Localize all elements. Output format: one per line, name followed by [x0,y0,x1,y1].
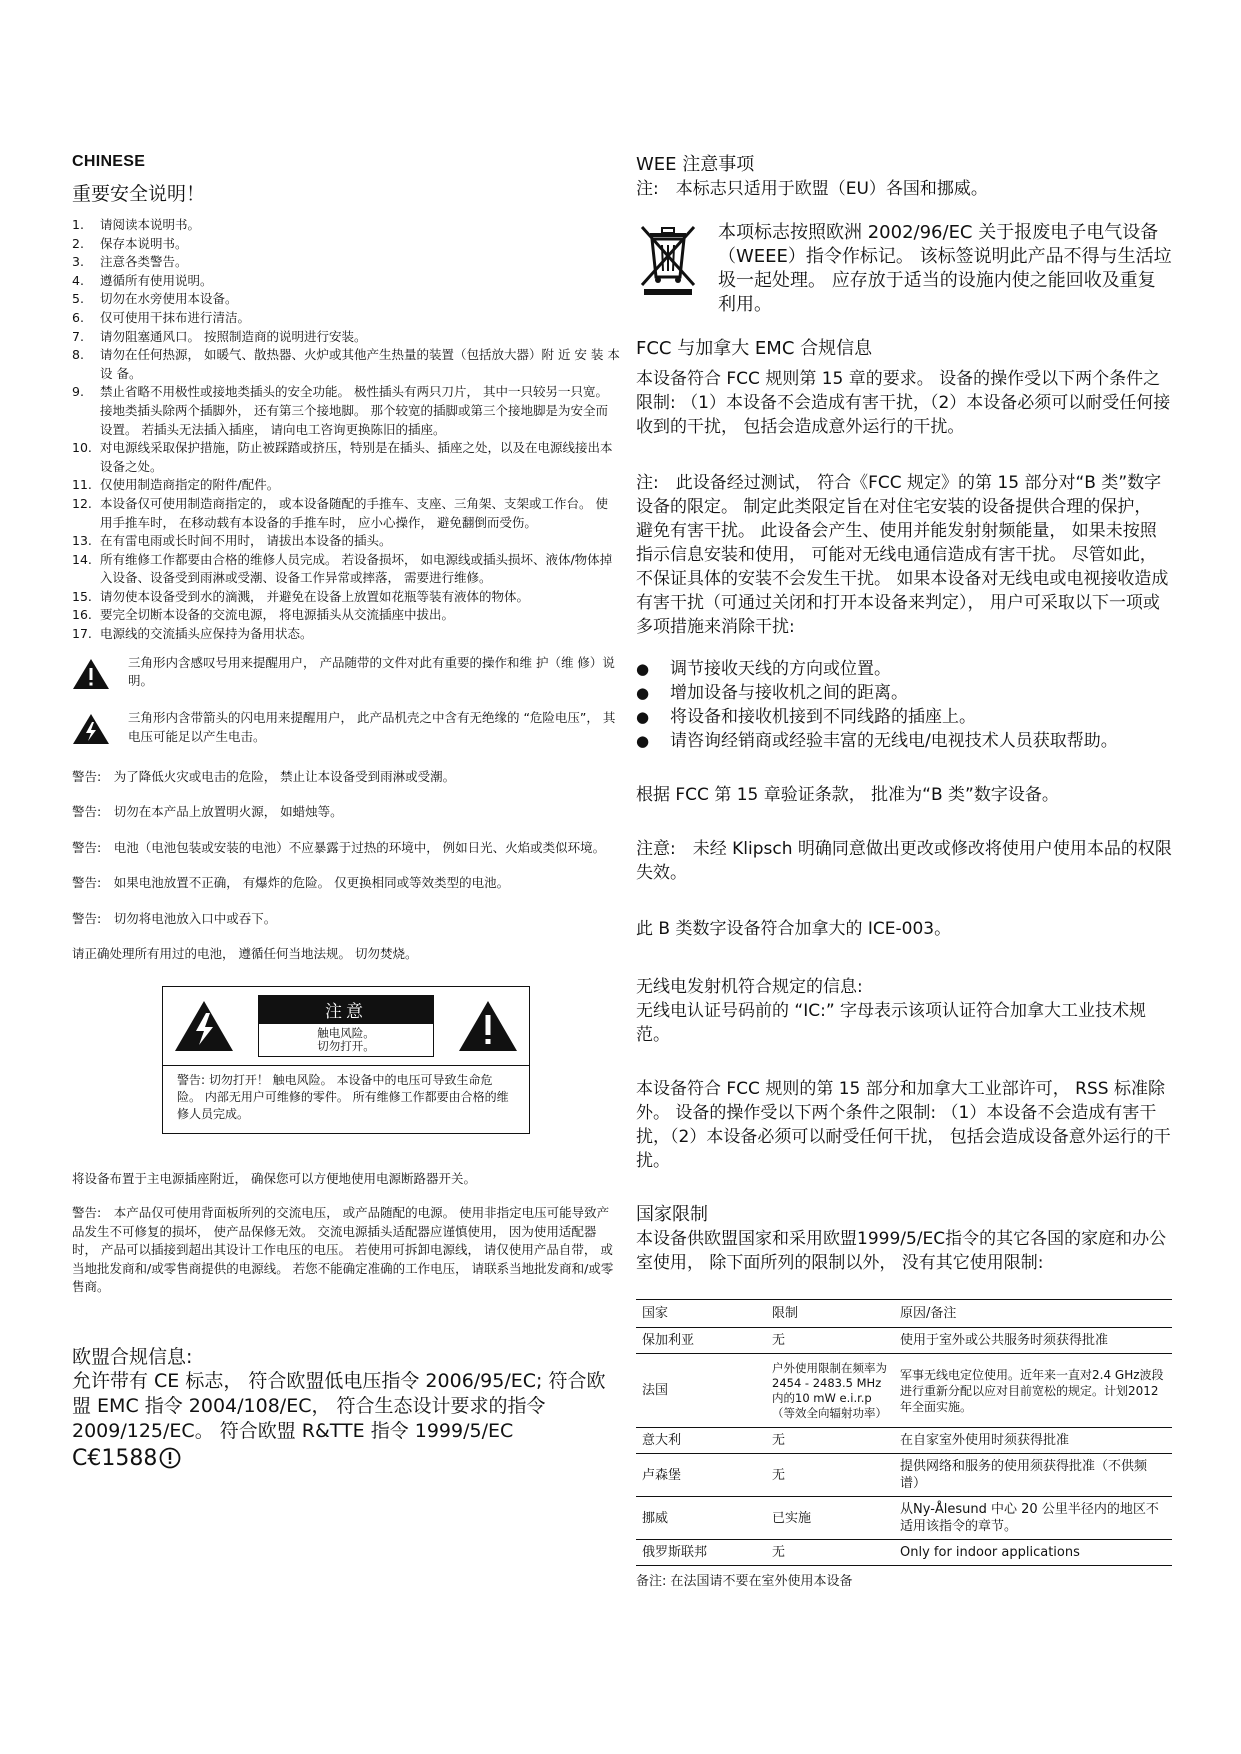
safety-item [72,346,620,383]
table-cell-country: 保加利亚 [636,1328,766,1354]
safety-item-number: 8. [72,347,84,363]
caution-sub-2: 切勿打开。 [317,1038,375,1053]
table-row [636,1540,1172,1566]
weee-title: WEE 注意事项 [636,154,755,175]
bullet-icon: ● [636,660,650,678]
safety-item-text: 电源线的交流插头应保持为备用状态。 [100,626,313,642]
table-header-country: 国家 [636,1300,766,1328]
warning-triangle-icon [457,999,519,1053]
safety-item-text: 仅使用制造商指定的附件/配件。 [100,477,280,493]
restrictions-table [636,1299,1172,1566]
safety-item-number: 2. [72,235,84,251]
interference-measures-list [636,657,1172,753]
fcc-title: FCC 与加拿大 EMC 合规信息 [636,338,873,359]
safety-item-number: 14. [72,551,92,567]
safety-item-text: 要完全切断本设备的交流电源， 将电源插头从交流插座中拔出。 [100,607,454,623]
safety-item-text: 注意各类警告。 [100,254,188,270]
list-item-text: 请咨询经销商或经验丰富的无线电/电视技术人员获取帮助。 [670,731,1118,751]
lightning-notice [72,709,620,751]
safety-item-text: 保存本说明书。 [100,235,188,251]
warning-text: 警告: 切勿将电池放入口中或吞下。 [72,910,277,926]
list-item [636,681,1172,705]
safety-item [72,328,620,347]
warning-text: 警告: 电池（电池包装或安装的电池）不应暴露于过热的环境中， 例如日光、火焰或类似环境。 [72,839,606,855]
list-item [636,729,1172,753]
table-cell-reason: 军事无线电定位使用。近年来一直对2.4 GHz波段进行重新分配以应对目前宽松的规定。计划2012年全面实施。 [894,1354,1172,1428]
safety-item [72,625,620,644]
warnings-list [72,768,620,964]
table-cell-restriction: 无 [766,1540,894,1566]
table-cell-country: 俄罗斯联邦 [636,1540,766,1566]
fcc-paragraph-4: 注意: 未经 Klipsch 明确同意做出更改或修改将使用户使用本品的权限失效。 [636,839,1172,883]
safety-item-number: 6. [72,309,84,325]
table-row [636,1497,1172,1540]
alert-circle-icon [159,1447,181,1469]
safety-item-text: 在有雷电雨或长时间不用时， 请拔出本设备的插头。 [100,533,392,549]
safety-item-text: 请勿阻塞通风口。 按照制造商的说明进行安装。 [100,328,367,344]
table-cell-restriction: 无 [766,1328,894,1354]
safety-item-text: 切勿在水旁使用本设备。 [100,291,238,307]
table-row [636,1454,1172,1497]
language-heading: CHINESE [72,153,146,170]
lightning-triangle-icon [173,999,235,1053]
safety-item [72,290,620,309]
warning-triangle-icon [72,654,128,696]
safety-item-number: 1. [72,217,84,232]
ce-mark-text: C€1588 [72,1445,158,1471]
warning-text: 警告: 切勿在本产品上放置明火源， 如蜡烛等。 [72,804,343,820]
safety-item-number: 16. [72,607,92,623]
safety-item-text: 禁止省略不用极性或接地类插头的安全功能。 极性插头有两只刀片， 其中一只较另一只宽。 接地类插头除两个插脚外， 还有第三个接地脚。 那个较宽的插脚或第三个接地脚是为安全而设置。 若插头无法插入插座， 请向电工咨询更换陈旧的插座。 [100,384,608,437]
safety-item-number: 7. [72,328,84,344]
warning-text: 请正确处理所有用过的电池， 遵循任何当地法规。 切勿焚烧。 [72,946,418,962]
safety-item-text: 本设备仅可使用制造商指定的， 或本设备随配的手推车、支座、三角架、支架或工作台。 使用手推车时， 在移动载有本设备的手推车时， 应小心操作， 避免翻倒而受伤。 [100,495,608,530]
safety-list [72,216,620,644]
exclamation-notice-text: 三角形内含感叹号用来提醒用户， 产品随带的文件对此有重要的操作和维 护（维 修）说 明。 [128,654,615,689]
safety-item [72,476,620,495]
table-cell-restriction: 无 [766,1454,894,1497]
safety-item [72,309,620,328]
table-cell-reason: Only for indoor applications [894,1540,1172,1566]
safety-item-text: 请勿使本设备受到水的滴溅， 并避免在设备上放置如花瓶等装有液体的物体。 [100,588,529,604]
placement-note: 将设备布置于主电源插座附近， 确保您可以方便地使用电源断路器开关。 [72,1170,476,1186]
safety-item [72,253,620,272]
list-item-text: 调节接收天线的方向或位置。 [670,659,891,679]
safety-item-number: 13. [72,533,92,549]
safety-item [72,606,620,625]
table-cell-reason: 提供网络和服务的使用须获得批准（不供频谱） [894,1454,1172,1497]
warning-text: 警告: 为了降低火灾或电击的危险， 禁止让本设备受到雨淋或受潮。 [72,768,456,784]
caution-text: 警告: 切勿打开！ 触电风险。 本设备中的电压可导致生命危险。 内部无用户可维修的零件。 所有维修工作都要由合格的维修人员完成。 [177,1072,509,1121]
fcc-paragraph-1: 本设备符合 FCC 规则第 15 章的要求。 设备的操作受以下两个条件之限制: （1）本设备不会造成有害干扰，（2）本设备必须可以耐受任何接收到的干扰， 包括会造成意外运行的干扰。 [636,369,1171,437]
table-row [636,1428,1172,1454]
caution-sub-1: 触电风险。 [317,1025,375,1040]
table-cell-country: 法国 [636,1354,766,1428]
list-item-text: 将设备和接收机接到不同线路的插座上。 [670,707,976,727]
safety-item-number: 15. [72,588,92,604]
safety-item [72,235,620,254]
table-header-row [636,1300,1172,1328]
fcc-paragraph-2: 注: 此设备经过测试， 符合《FCC 规定》的第 15 部分对“B 类”数字设备的限定。 制定此类限定旨在对住宅安装的设备提供合理的保护， 避免有害干扰。 此设备会产生、使用并能发射射频能量， 如果未按照指示信息安装和使用， 可能对无线电通信造成有害干扰。 尽管如此， 不保证具体的安装不会发生干扰。 如果本设备对无线电或电视接收造成有害干扰（可通过关闭和打开本设备来判定）， 用户可采取以下一项或多项措施来消除干扰: [636,473,1169,637]
safety-item-number: 12. [72,495,92,511]
safety-item-number: 11. [72,477,92,493]
safety-item [72,216,620,235]
safety-item-number: 3. [72,254,84,270]
list-item [636,657,1172,681]
safety-item-number: 5. [72,291,84,307]
table-cell-country: 挪威 [636,1497,766,1540]
weee-note: 注: 本标志只适用于欧盟（EU）各国和挪威。 [636,179,988,199]
table-row [636,1354,1172,1428]
safety-item-number: 10. [72,440,92,456]
right-column [636,153,1172,1589]
weee-text: 本项标志按照欧洲 2002/96/EC 关于报废电子电气设备（WEEE）指令作标记。 该标签说明此产品不得与生活垃圾一起处理。 应存放于适当的设施内使之能回收及重复利用。 [718,222,1172,315]
table-cell-reason: 在自家室外使用时须获得批准 [894,1428,1172,1454]
ce-mark [72,1446,620,1471]
bullet-icon: ● [636,684,650,702]
exclamation-notice [72,654,620,696]
radio-title: 无线电发射机符合规定的信息: [636,977,863,997]
safety-item [72,272,620,291]
voltage-warning: 警告: 本产品仅可使用背面板所列的交流电压， 或产品随配的电源。 使用非指定电压可能导致产品发生不可修复的损坏， 使产品保修无效。 交流电源插头适配器应谨慎使用， 因为使用适配器时， 产品可以插接到超出其设计工作电压的电压。 若使用可拆卸电源线， 请仅使用产品自带， 或当地批发商和/或零售商提供的电源线。 若您不能确定准确的工作电压， 请联系当地批发商和/或零售商。 [72,1205,614,1295]
bullet-icon: ● [636,708,650,726]
safety-item [72,495,620,532]
caution-title: 注意 [258,995,434,1024]
lightning-triangle-icon [72,709,128,751]
safety-item-number: 17. [72,626,92,642]
safety-item-text: 所有维修工作都要由合格的维修人员完成。 若设备损坏， 如电源线或插头损坏、液体/物体掉入设备、设备受到雨淋或受潮、设备工作异常或摔落， 需要进行维修。 [100,551,613,586]
fcc-paragraph-3: 根据 FCC 第 15 章验证条款， 批准为“B 类”数字设备。 [636,785,1059,805]
safety-item-text: 仅可使用干抹布进行清洁。 [100,309,251,325]
lightning-notice-text: 三角形内含带箭头的闪电用来提醒用户， 此产品机壳之中含有无绝缘的 “危险电压”， 其电压可能足以产生电击。 [128,710,616,744]
table-row [636,1328,1172,1354]
left-column [72,153,620,1471]
safety-title: 重要安全说明！ [72,183,206,205]
table-cell-country: 卢森堡 [636,1454,766,1497]
crossed-bin-icon [636,221,718,301]
safety-item [72,439,620,476]
fcc-paragraph-5: 此 B 类数字设备符合加拿大的 ICE-003。 [636,919,952,939]
safety-item-text: 对电源线采取保护措施，防止被踩踏或挤压，特别是在插头、插座之处，以及在电源线接出本设备之处。 [100,440,613,474]
safety-item [72,551,620,588]
safety-item [72,532,620,551]
weee-block [636,221,1172,317]
eu-compliance-title: 欧盟合规信息: [72,1345,193,1368]
table-cell-country: 意大利 [636,1428,766,1454]
table-cell-restriction: 无 [766,1428,894,1454]
safety-item-text: 遵循所有使用说明。 [100,272,213,288]
eu-compliance-body: 允许带有 CE 标志， 符合欧盟低电压指令 2006/95/EC; 符合欧盟 EMC 指令 2004/108/EC， 符合生态设计要求的指令 2009/125/EC。 符合欧盟 R&TTE 指令 1999/5/EC [72,1369,606,1442]
table-note: 备注: 在法国请不要在室外使用本设备 [636,1574,853,1589]
country-restrictions-title: 国家限制 [636,1204,708,1225]
safety-item [72,588,620,607]
safety-item-text: 请勿在任何热源， 如暖气、散热器、火炉或其他产生热量的装置（包括放大器）附 近 安 装 本 设 备。 [100,347,620,381]
safety-item-number: 4. [72,272,84,288]
bullet-icon: ● [636,732,650,750]
table-header-reason: 原因/备注 [894,1300,1172,1328]
safety-item [72,383,620,439]
radio-body: 无线电认证号码前的 “IC:” 字母表示该项认证符合加拿大工业技术规范。 [636,1001,1147,1045]
safety-item-text: 请阅读本说明书。 [100,217,201,232]
rss-paragraph: 本设备符合 FCC 规则的第 15 部分和加拿大工业部许可， RSS 标准除外。 设备的操作受以下两个条件之限制: （1）本设备不会造成有害干扰，（2）本设备必须可以耐受任何干扰， 包括会造成设备意外运行的干扰。 [636,1079,1171,1171]
table-cell-reason: 从Ny-Ålesund 中心 20 公里半径内的地区不适用该指令的章节。 [894,1497,1172,1540]
list-item [636,705,1172,729]
table-header-restriction: 限制 [766,1300,894,1328]
table-cell-restriction: 已实施 [766,1497,894,1540]
warning-text: 警告: 如果电池放置不正确， 有爆炸的危险。 仅更换相同或等效类型的电池。 [72,875,510,891]
safety-item-number: 9. [72,384,84,400]
table-cell-reason: 使用于室外或公共服务时须获得批准 [894,1328,1172,1354]
caution-label [162,986,530,1134]
table-cell-restriction: 户外使用限制在频率为 2454 - 2483.5 MHz 内的10 mW e.i.r.p （等效全向辐射功率） [766,1354,894,1428]
list-item-text: 增加设备与接收机之间的距离。 [670,683,908,703]
country-restrictions-body: 本设备供欧盟国家和采用欧盟1999/5/EC指令的其它各国的家庭和办公室使用， 除下面所列的限制以外， 没有其它使用限制: [636,1229,1167,1273]
